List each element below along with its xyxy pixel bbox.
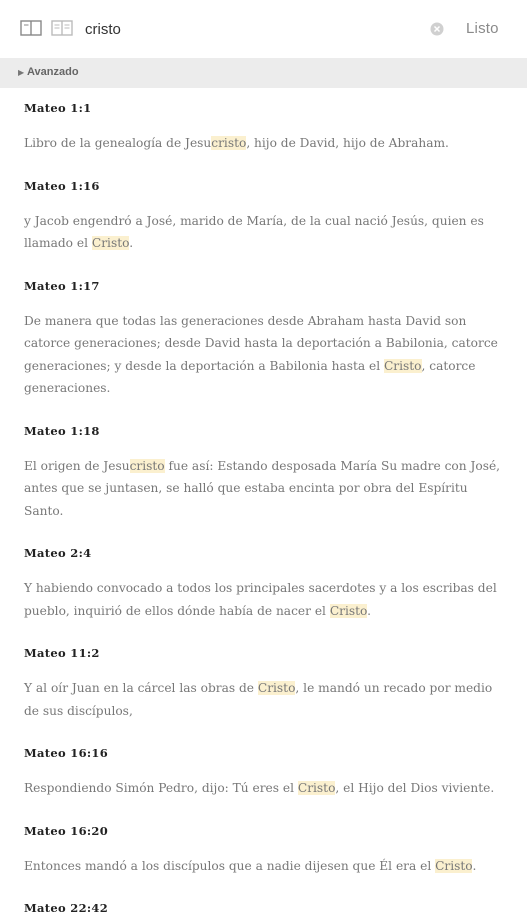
- verse-text: [24, 310, 503, 400]
- verse-reference: Mateo 22:42: [24, 901, 109, 915]
- search-toolbar: [0, 0, 527, 58]
- search-result-item[interactable]: [0, 888, 527, 917]
- verse-reference: Mateo 1:17: [24, 278, 100, 293]
- verse-text: [24, 132, 503, 155]
- verse-text-segment: Y habiendo convocado a todos los principales sacerdotes y a los escribas del pueblo, inquirió de ellos dónde había de nacer el: [24, 581, 497, 618]
- verse-text-segment: Respondiendo Simón Pedro, dijo: Tú eres el: [24, 781, 298, 795]
- clear-circle-x-icon[interactable]: [430, 22, 444, 36]
- verse-text: [24, 210, 503, 255]
- search-result-item[interactable]: [0, 266, 527, 400]
- search-result-item[interactable]: [0, 88, 527, 155]
- verse-text-segment: , hijo de David, hijo de Abraham.: [246, 136, 449, 150]
- verse-reference: Mateo 11:2: [24, 646, 100, 660]
- search-match-highlight: Cristo: [329, 603, 368, 618]
- search-result-item[interactable]: [0, 733, 527, 800]
- search-match-highlight: Cristo: [91, 236, 130, 250]
- verse-reference: Mateo 1:18: [24, 423, 100, 438]
- verse-reference: Mateo 16:20: [24, 823, 109, 838]
- search-result-item[interactable]: [0, 533, 527, 622]
- verse-text-segment: Libro de la genealogía de Jesu: [24, 136, 212, 150]
- book-icon[interactable]: [20, 20, 42, 36]
- parallel-view-icon[interactable]: [51, 20, 73, 36]
- verse-text-segment: , catorce generaciones.: [24, 358, 476, 395]
- expand-triangle-icon: ▶: [18, 68, 25, 77]
- search-result-item[interactable]: [0, 633, 527, 722]
- verse-text: [24, 455, 503, 523]
- verse-text-segment: , el Hijo del Dios viviente.: [335, 781, 495, 795]
- search-match-highlight: cristo: [129, 458, 165, 473]
- verse-text: [24, 855, 503, 878]
- verse-text-segment: .: [367, 603, 372, 618]
- advanced-toggle[interactable]: [0, 58, 527, 88]
- verse-text-segment: , le mandó un recado por medio de sus discípulos,: [24, 681, 493, 718]
- search-result-item[interactable]: [0, 811, 527, 878]
- search-result-item[interactable]: [0, 166, 527, 255]
- done-button[interactable]: Listo: [466, 20, 499, 37]
- verse-text-segment: Y al oír Juan en la cárcel las obras de: [24, 681, 258, 695]
- verse-reference: Mateo 2:4: [24, 546, 92, 560]
- verse-text-segment: .: [129, 236, 134, 250]
- search-result-item[interactable]: [0, 411, 527, 523]
- search-match-highlight: cristo: [211, 136, 247, 150]
- verse-text: [24, 677, 503, 722]
- search-match-highlight: Cristo: [435, 858, 473, 873]
- verse-text-segment: El origen de Jesu: [24, 458, 130, 473]
- verse-text-segment: De manera que todas las generaciones desde Abraham hasta David son catorce generaciones; desde David hasta la deportación a Babilonia, catorce generaciones; y desde la deportación a Babilonia hasta el: [24, 313, 498, 373]
- verse-text-segment: .: [472, 858, 477, 873]
- verse-text-segment: Entonces mandó a los discípulos que a nadie dijesen que Él era el: [24, 858, 436, 873]
- search-match-highlight: Cristo: [257, 681, 296, 695]
- search-results-list: [0, 88, 527, 915]
- verse-text-segment: y Jacob engendró a José, marido de María, de la cual nació Jesús, quien es llamado el: [24, 213, 484, 250]
- verse-reference: Mateo 16:16: [24, 746, 109, 760]
- verse-text: [24, 777, 503, 800]
- verse-reference: Mateo 1:1: [24, 101, 92, 115]
- verse-text-segment: fue así: Estando desposada María Su madre con José, antes que se juntasen, se halló que estaba encinta por obra del Espíritu Santo.: [24, 458, 501, 518]
- verse-text: [24, 577, 503, 622]
- search-match-highlight: Cristo: [383, 358, 422, 373]
- search-input[interactable]: [85, 16, 415, 42]
- verse-reference: Mateo 1:16: [24, 178, 100, 193]
- advanced-label: Avanzado: [27, 66, 79, 78]
- search-match-highlight: Cristo: [297, 781, 336, 795]
